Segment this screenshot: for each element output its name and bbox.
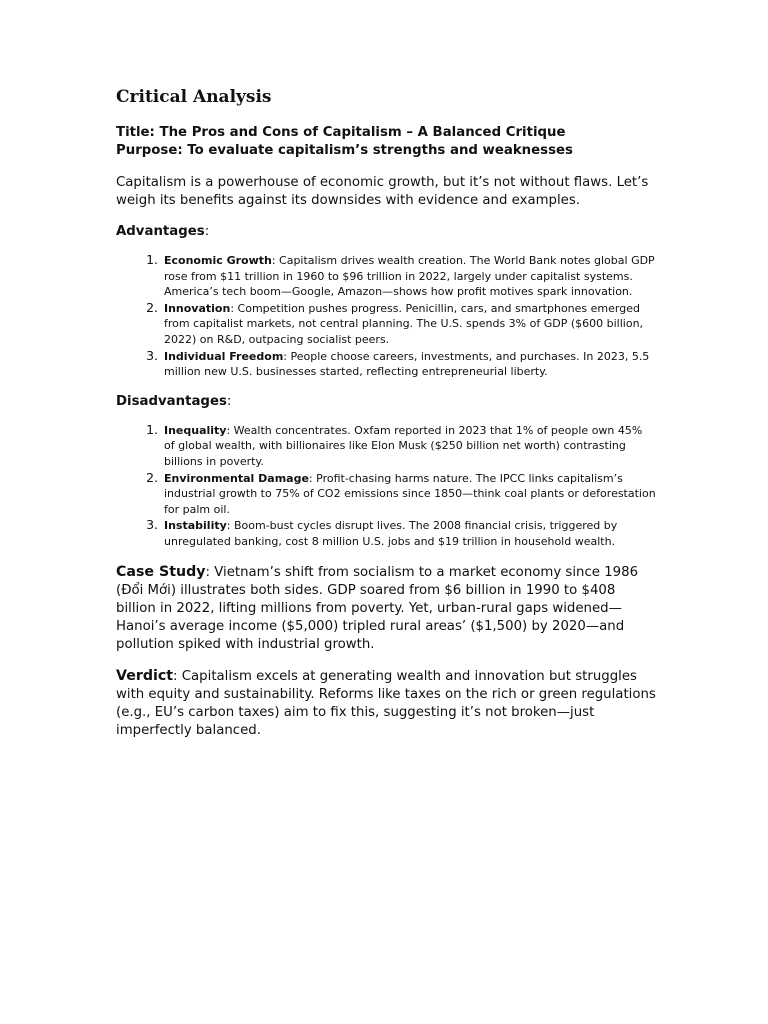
case-study-label: Case Study (116, 563, 206, 580)
advantages-heading-text: Advantages (116, 224, 205, 239)
item-text: : Wealth concentrates. Oxfam reported in 2023 that 1% of people own 45% of global wealth, with billionaires like Elon Musk ($250 billion net worth) contrasting billions in poverty. (164, 423, 643, 468)
disadvantages-heading: Disadvantages: (116, 393, 232, 409)
advantages-list (116, 252, 656, 380)
disadvantages-heading-text: Disadvantages (116, 393, 227, 409)
list-item (162, 517, 656, 549)
disadvantages-list (116, 422, 656, 550)
title-block (116, 124, 656, 160)
list-item (162, 422, 656, 470)
list-item (162, 470, 656, 518)
verdict-paragraph (116, 667, 656, 740)
item-text: : Capitalism drives wealth creation. The World Bank notes global GDP rose from $11 trillion in 1960 to $96 trillion in 2022, largely under capitalist systems. America’s tech boom—Google, Amazon—shows how profit motives spark innovation. (164, 254, 655, 299)
verdict-label: Verdict (116, 667, 174, 684)
list-item (162, 252, 656, 300)
list-item (162, 348, 656, 380)
item-title: Inequality (164, 423, 227, 437)
verdict-text: : Capitalism excels at generating wealth and innovation but struggles with equity and sustainability. Reforms like taxes on the rich or green regulations (e.g., EU’s carbon taxes) aim to fix this, suggesting it’s not broken—just imperfectly balanced. (116, 668, 656, 738)
item-text: : Profit-chasing harms nature. The IPCC links capitalism’s industrial growth to 75% of CO2 emissions since 1850—think coal plants or deforestation for palm oil. (164, 471, 656, 516)
title-line: Title: The Pros and Cons of Capitalism – A Balanced Critique (116, 125, 566, 140)
item-title: Environmental Damage (164, 471, 309, 485)
item-text: : Boom-bust cycles disrupt lives. The 2008 financial crisis, triggered by unregulated banking, cost 8 million U.S. jobs and $19 trillion in household wealth. (164, 519, 618, 548)
document-heading: Critical Analysis (116, 87, 272, 107)
item-title: Instability (164, 519, 227, 533)
case-study-text: : Vietnam’s shift from socialism to a market economy since 1986 (Đổi Mới) illustrates both sides. GDP soared from $6 billion in 1990 to $408 billion in 2022, lifting millions from poverty. Yet, urban-rural gaps widened—Hanoi’s average income ($5,000) tripled rural areas’ ($1,500) by 2020—and pollution spiked with industrial growth. (116, 564, 639, 652)
item-title: Economic Growth (164, 254, 272, 267)
item-text: : Competition pushes progress. Penicillin, cars, and smartphones emerged from capitalist markets, not central planning. The U.S. spends 3% of GDP ($600 billion, 2022) on R&D, outpacing socialist peers. (164, 301, 644, 346)
item-title: Individual Freedom (164, 349, 284, 363)
intro-paragraph: Capitalism is a powerhouse of economic growth, but it’s not without flaws. Let’s weigh its benefits against its downsides with evidence and examples. (116, 175, 649, 208)
purpose-line: Purpose: To evaluate capitalism’s strengths and weaknesses (116, 143, 573, 158)
item-text: : People choose careers, investments, and purchases. In 2023, 5.5 million new U.S. businesses started, reflecting entrepreneurial liberty. (164, 349, 650, 379)
advantages-heading: Advantages: (116, 224, 210, 239)
list-item (162, 300, 656, 348)
case-study-paragraph (116, 563, 656, 654)
document-page (116, 86, 656, 740)
item-title: Innovation (164, 301, 231, 315)
